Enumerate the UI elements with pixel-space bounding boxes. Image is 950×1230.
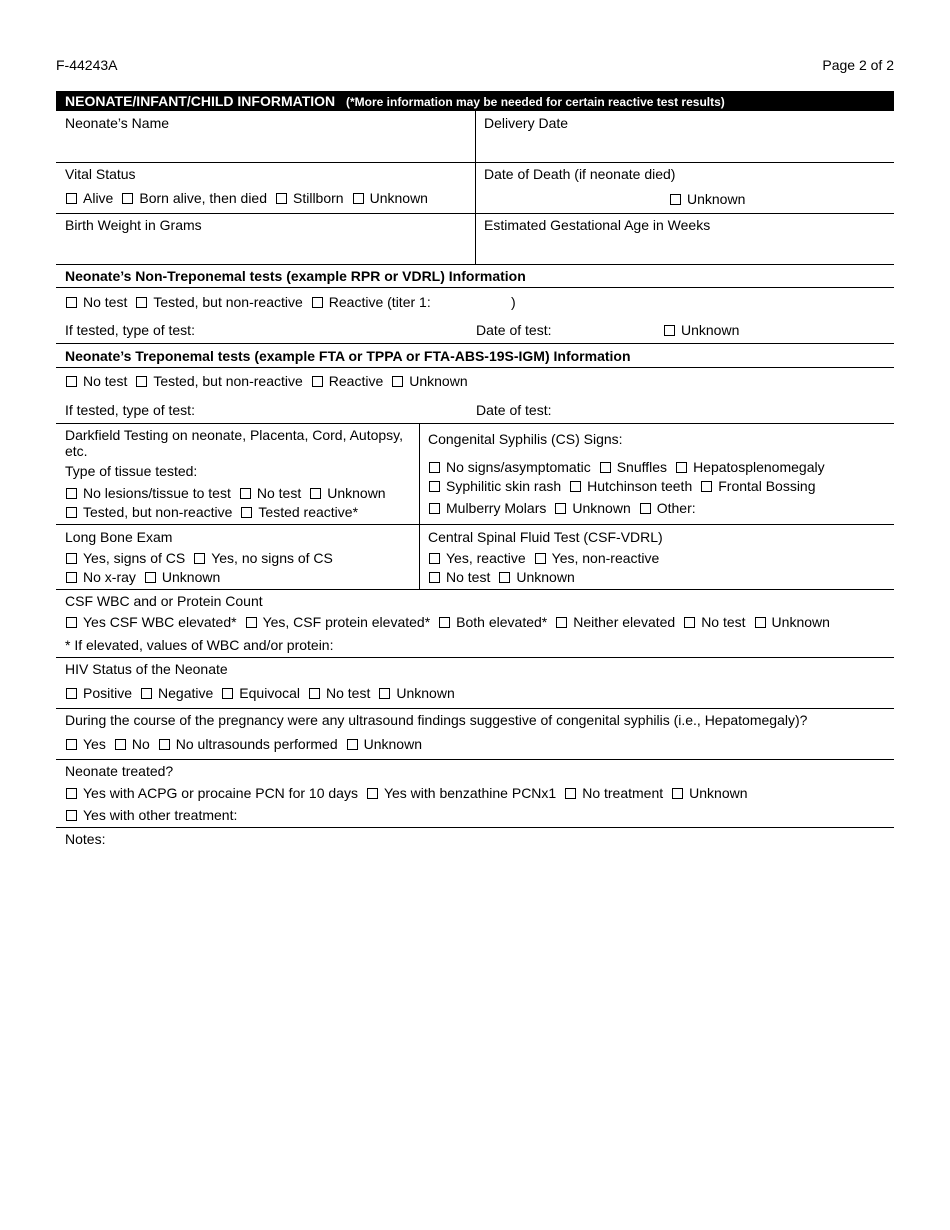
checkbox[interactable]	[439, 617, 450, 628]
darkfield-title: Darkfield Testing on neonate, Placenta, Cord, Autopsy,	[65, 427, 404, 443]
checkbox[interactable]	[664, 325, 675, 336]
cs-unknown-option[interactable]: Unknown	[555, 500, 630, 516]
checkbox[interactable]	[66, 193, 77, 204]
trep-no-test-option[interactable]: No test	[66, 373, 127, 389]
hiv-equivocal-option[interactable]: Equivocal	[222, 685, 300, 701]
rule	[56, 759, 894, 760]
csf-both-elevated-option[interactable]: Both elevated*	[439, 614, 547, 630]
long-bone-no-signs-option[interactable]: Yes, no signs of CS	[194, 550, 333, 566]
ultrasound-options	[66, 736, 431, 752]
checkbox[interactable]	[379, 688, 390, 699]
csf-vdrl-no-test-option[interactable]: No test	[429, 569, 490, 585]
rule	[56, 264, 894, 265]
rule	[56, 287, 894, 288]
ultrasound-unknown-option[interactable]: Unknown	[347, 736, 422, 752]
csf-vdrl-unknown-option[interactable]: Unknown	[499, 569, 574, 585]
checkbox[interactable]	[392, 376, 403, 387]
checkbox[interactable]	[136, 376, 147, 387]
checkbox[interactable]	[670, 194, 681, 205]
csf-neither-elevated-option[interactable]: Neither elevated	[556, 614, 675, 630]
ultrasound-yes-option[interactable]: Yes	[66, 736, 106, 752]
nontrep-no-test-option[interactable]: No test	[66, 294, 127, 310]
checkbox[interactable]	[312, 297, 323, 308]
rule	[56, 827, 894, 828]
checkbox[interactable]	[535, 553, 546, 564]
hiv-title: HIV Status of the Neonate	[65, 661, 228, 677]
treated-row2	[66, 807, 246, 823]
checkbox[interactable]	[141, 688, 152, 699]
checkbox[interactable]	[222, 688, 233, 699]
notes-label: Notes:	[65, 831, 106, 847]
cs-no-signs-option[interactable]: No signs/asymptomatic	[429, 459, 591, 475]
date-of-death-label: Date of Death (if neonate died)	[484, 166, 676, 182]
neonate-name-label: Neonate’s Name	[65, 115, 170, 131]
checkbox[interactable]	[312, 376, 323, 387]
nontrep-reactive-option[interactable]: Reactive (titer 1:	[312, 294, 431, 310]
long-bone-unknown-option[interactable]: Unknown	[145, 569, 220, 585]
treated-row1	[66, 785, 757, 801]
treated-acpg-option[interactable]: Yes with ACPG or procaine PCN for 10 days	[66, 785, 358, 801]
page-number: Page 2 of 2	[822, 57, 894, 73]
treated-benzathine-option[interactable]: Yes with benzathine PCNx1	[367, 785, 556, 801]
checkbox[interactable]	[755, 617, 766, 628]
csf-vdrl-row2	[429, 569, 584, 585]
csf-wbc-title: CSF WBC and or Protein Count	[65, 593, 263, 609]
long-bone-row1	[66, 550, 342, 566]
trep-options	[66, 373, 477, 389]
csf-vdrl-title: Central Spinal Fluid Test (CSF-VDRL)	[428, 529, 663, 545]
ultrasound-no-option[interactable]: No	[115, 736, 150, 752]
rule	[56, 524, 894, 525]
column-divider	[419, 423, 420, 589]
checkbox[interactable]	[347, 739, 358, 750]
vital-unknown-option[interactable]: Unknown	[353, 190, 428, 206]
section-title: NEONATE/INFANT/CHILD INFORMATION	[65, 93, 336, 109]
checkbox[interactable]	[600, 462, 611, 473]
cs-signs-row2	[429, 478, 825, 494]
tissue-type-label: Type of tissue tested:	[65, 463, 198, 479]
hiv-negative-option[interactable]: Negative	[141, 685, 213, 701]
ultrasound-question: During the course of the pregnancy were any ultrasound findings suggestive of congenital syphilis (i.e., Hepatomegaly)?	[65, 712, 808, 728]
checkbox[interactable]	[353, 193, 364, 204]
rule	[56, 367, 894, 368]
checkbox[interactable]	[115, 739, 126, 750]
hiv-positive-option[interactable]: Positive	[66, 685, 132, 701]
nontrep-nonreactive-option[interactable]: Tested, but non-reactive	[136, 294, 302, 310]
csf-unknown-option[interactable]: Unknown	[755, 614, 830, 630]
cs-signs-row1	[429, 459, 834, 475]
checkbox[interactable]	[66, 376, 77, 387]
checkbox[interactable]	[429, 481, 440, 492]
checkbox[interactable]	[555, 503, 566, 514]
rule	[56, 589, 894, 590]
long-bone-row2	[66, 569, 229, 585]
trep-heading: Neonate’s Treponemal tests (example FTA or TPPA or FTA-ABS-19S-IGM) Information	[65, 348, 631, 364]
checkbox[interactable]	[499, 572, 510, 583]
cs-signs-row3	[429, 500, 705, 516]
checkbox[interactable]	[241, 507, 252, 518]
darkfield-title-cont: etc.	[65, 443, 88, 459]
long-bone-title: Long Bone Exam	[65, 529, 173, 545]
trep-unknown-option[interactable]: Unknown	[392, 373, 467, 389]
column-divider	[475, 111, 476, 264]
checkbox[interactable]	[676, 462, 687, 473]
csf-no-test-option[interactable]: No test	[684, 614, 745, 630]
checkbox[interactable]	[66, 488, 77, 499]
checkbox[interactable]	[66, 572, 77, 583]
ultrasound-none-performed-option[interactable]: No ultrasounds performed	[159, 736, 338, 752]
checkbox[interactable]	[136, 297, 147, 308]
darkfield-unknown-option[interactable]: Unknown	[310, 485, 385, 501]
csf-vdrl-nonreactive-option[interactable]: Yes, non-reactive	[535, 550, 660, 566]
vital-status-label: Vital Status	[65, 166, 136, 182]
checkbox[interactable]	[684, 617, 695, 628]
cs-snuffles-option[interactable]: Snuffles	[600, 459, 667, 475]
checkbox[interactable]	[556, 617, 567, 628]
cs-signs-title: Congenital Syphilis (CS) Signs:	[428, 431, 623, 447]
long-bone-no-xray-option[interactable]: No x-ray	[66, 569, 136, 585]
cs-mulberry-molars-option[interactable]: Mulberry Molars	[429, 500, 546, 516]
checkbox[interactable]	[672, 788, 683, 799]
nontrep-options	[66, 294, 440, 310]
vital-status-options	[66, 190, 437, 206]
checkbox[interactable]	[194, 553, 205, 564]
checkbox[interactable]	[570, 481, 581, 492]
trep-date-label: Date of test:	[476, 402, 552, 418]
treated-unknown-option[interactable]: Unknown	[672, 785, 747, 801]
hiv-unknown-option[interactable]: Unknown	[379, 685, 454, 701]
checkbox[interactable]	[429, 462, 440, 473]
checkbox[interactable]	[66, 739, 77, 750]
long-bone-signs-option[interactable]: Yes, signs of CS	[66, 550, 185, 566]
hiv-no-test-option[interactable]: No test	[309, 685, 370, 701]
cs-frontal-bossing-option[interactable]: Frontal Bossing	[701, 478, 815, 494]
vital-stillborn-option[interactable]: Stillborn	[276, 190, 344, 206]
checkbox[interactable]	[367, 788, 378, 799]
form-number: F-44243A	[56, 57, 118, 73]
vital-born-alive-died-option[interactable]: Born alive, then died	[122, 190, 267, 206]
darkfield-options-row1	[66, 485, 395, 501]
cs-hutchinson-teeth-option[interactable]: Hutchinson teeth	[570, 478, 692, 494]
titer-close-paren: )	[511, 294, 516, 310]
cs-skin-rash-option[interactable]: Syphilitic skin rash	[429, 478, 561, 494]
checkbox[interactable]	[66, 788, 77, 799]
checkbox[interactable]	[309, 688, 320, 699]
rule	[56, 343, 894, 344]
checkbox[interactable]	[246, 617, 257, 628]
checkbox[interactable]	[240, 488, 251, 499]
nontrep-date-label: Date of test:	[476, 322, 552, 338]
checkbox[interactable]	[565, 788, 576, 799]
checkbox[interactable]	[66, 507, 77, 518]
checkbox[interactable]	[66, 297, 77, 308]
checkbox[interactable]	[701, 481, 712, 492]
csf-vdrl-row1	[429, 550, 668, 566]
section-note: (*More information may be needed for certain reactive test results)	[346, 95, 725, 109]
checkbox[interactable]	[276, 193, 287, 204]
hiv-options	[66, 685, 464, 701]
trep-reactive-option[interactable]: Reactive	[312, 373, 383, 389]
birth-weight-label: Birth Weight in Grams	[65, 217, 202, 233]
treated-title: Neonate treated?	[65, 763, 174, 779]
trep-type-label: If tested, type of test:	[65, 402, 195, 418]
section-header-bar	[56, 91, 894, 111]
vital-alive-option[interactable]: Alive	[66, 190, 113, 206]
checkbox[interactable]	[122, 193, 133, 204]
gestational-age-label: Estimated Gestational Age in Weeks	[484, 217, 711, 233]
nontrep-unknown-option[interactable]: Unknown	[664, 322, 748, 338]
darkfield-no-test-option[interactable]: No test	[240, 485, 301, 501]
csf-values-note: * If elevated, values of WBC and/or protein:	[65, 637, 334, 653]
checkbox[interactable]	[66, 688, 77, 699]
checkbox[interactable]	[429, 572, 440, 583]
cs-other-option[interactable]: Other:	[640, 500, 696, 516]
csf-vdrl-reactive-option[interactable]: Yes, reactive	[429, 550, 526, 566]
nontrep-type-label: If tested, type of test:	[65, 322, 195, 338]
csf-wbc-elevated-option[interactable]: Yes CSF WBC elevated*	[66, 614, 237, 630]
rule	[56, 657, 894, 658]
darkfield-options-row2	[66, 504, 367, 520]
trep-nonreactive-option[interactable]: Tested, but non-reactive	[136, 373, 302, 389]
csf-wbc-options	[66, 614, 839, 630]
darkfield-nonreactive-option[interactable]: Tested, but non-reactive	[66, 504, 232, 520]
checkbox[interactable]	[66, 617, 77, 628]
checkbox[interactable]	[640, 503, 651, 514]
checkbox[interactable]	[66, 553, 77, 564]
checkbox[interactable]	[429, 553, 440, 564]
checkbox[interactable]	[310, 488, 321, 499]
checkbox[interactable]	[66, 810, 77, 821]
rule	[56, 708, 894, 709]
checkbox[interactable]	[429, 503, 440, 514]
darkfield-reactive-option[interactable]: Tested reactive*	[241, 504, 358, 520]
delivery-date-label: Delivery Date	[484, 115, 569, 131]
darkfield-no-lesions-option[interactable]: No lesions/tissue to test	[66, 485, 231, 501]
treated-other-option[interactable]: Yes with other treatment:	[66, 807, 237, 823]
nontrep-heading: Neonate’s Non-Treponemal tests (example RPR or VDRL) Information	[65, 268, 526, 284]
treated-none-option[interactable]: No treatment	[565, 785, 663, 801]
cs-hepatosplenomegaly-option[interactable]: Hepatosplenomegaly	[676, 459, 825, 475]
rule	[56, 423, 894, 424]
csf-protein-elevated-option[interactable]: Yes, CSF protein elevated*	[246, 614, 431, 630]
death-unknown-option[interactable]: Unknown	[670, 191, 754, 207]
checkbox[interactable]	[145, 572, 156, 583]
checkbox[interactable]	[159, 739, 170, 750]
